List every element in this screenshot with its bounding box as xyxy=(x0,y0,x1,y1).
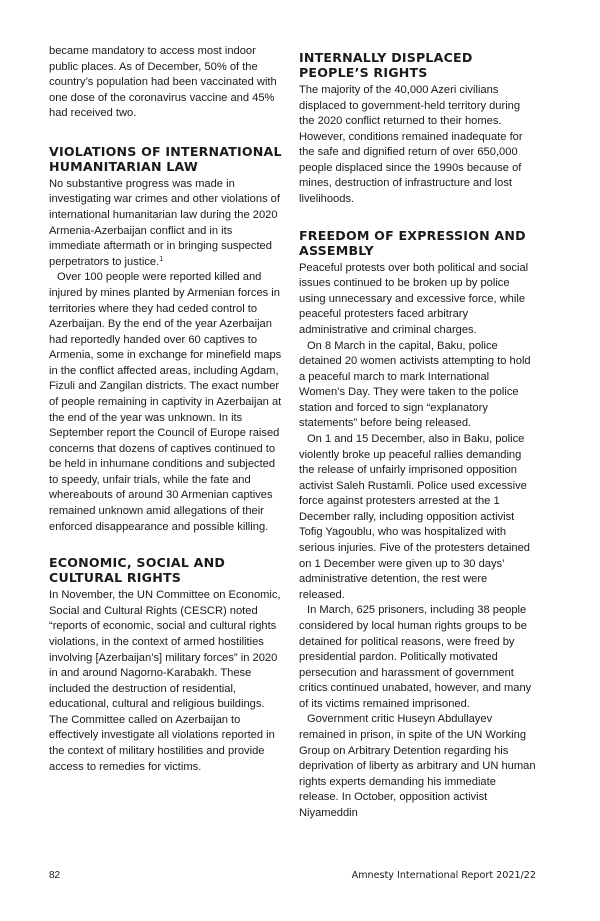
left-column xyxy=(49,44,284,775)
paragraph-ihl-progress-text: No substantive progress was made in investigating war crimes and other violations of international humanitarian law during the 2020 Armenia-Azerbaijan conflict and in its immediate aftermath or in bringing suspected perpetrators to justice. xyxy=(49,177,280,268)
heading-escr: ECONOMIC, SOCIAL AND CULTURAL RIGHTS xyxy=(49,555,226,586)
paragraph-ihl-progress xyxy=(49,177,284,270)
paragraph-escr-cescr: In November, the UN Committee on Economic, Social and Cultural Rights (CESCR) noted “reports of economic, social and cultural rights violations, in the context of armed hostilities involving [Azerbaijan’s] military forces” in 2020 in and around Nagorno-Karabakh. These included the destruction of residential, educational, cultural and religious buildings. The Committee called on Azerbaijan to effectively investigate all violations reported in the context of military hostilities and provide access to remedies for victims. xyxy=(49,589,281,773)
paragraph-abdullayev: Government critic Huseyn Abdullayev remained in prison, in spite of the UN Working Group on Arbitrary Detention regarding his deprivation of liberty as arbitrary and UN human rights experts demanding his immediate release. In October, opposition activist Niyameddin xyxy=(299,713,536,819)
paragraph-idp: The majority of the 40,000 Azeri civilians displaced to government-held territory during the 2020 conflict returned to their homes. However, conditions remained inadequate for the safe and dignified return of over 650,000 people displaced since the 1990s because of mines, destruction of infrastructure and lost livelihoods. xyxy=(299,84,523,206)
heading-freedom-expression-assembly: FREEDOM OF EXPRESSION AND ASSEMBLY xyxy=(299,227,526,258)
paragraph-protests: Peaceful protests over both political and social issues continued to be broken up by police using unnecessary and excessive force, while peaceful protesters faced arbitrary administrative and criminal charges. xyxy=(299,261,529,336)
footnote-reference: 1 xyxy=(159,255,164,263)
paragraph-womens-day: On 8 March in the capital, Baku, police detained 20 women activists attempting to hold a peaceful march to mark International Women’s Day. They were taken to the police station and forced to sign “explanatory statements” before being released. xyxy=(299,339,531,430)
paragraph-ihl-mines-captives: Over 100 people were reported killed and injured by mines planted by Armenian forces in territories where they had ceded control to Azerbaijan. By the end of the year Azerbaijan had reportedly handed over 60 captives to Armenia, some in exchange for minefield maps in the conflict affected areas, including Agdam, Fizuli and Zangilan districts. The exact number of people remaining in captivity in Azerbaijan at the end of the year was unknown. In its September report the Council of Europe raised concerns that dozens of captives continued to be held in inhumane conditions and subjected to speedy, unfair trials, while the fate and whereabouts of around 30 Armenian captives remained unknown amid allegations of their enforced disappearance and possible killing. xyxy=(49,271,282,533)
report-title: Amnesty International Report 2021/22 xyxy=(351,870,536,881)
paragraph-vaccination: became mandatory to access most indoor public places. As of December, 50% of the country’s population had been vaccinated with one dose of the coronavirus vaccine and 45% had received two. xyxy=(49,45,277,120)
heading-ihl-violations: VIOLATIONS OF INTERNATIONAL HUMANITARIAN LAW xyxy=(49,143,282,174)
paragraph-pardon: In March, 625 prisoners, including 38 people considered by local human rights groups to be detained for political reasons, were freed by presidential pardon. Politically motivated persecution and harassment of government critics continued unabated, however, and many of its victims remained imprisoned. xyxy=(299,604,532,710)
page-number: 82 xyxy=(49,870,61,881)
right-column xyxy=(299,44,536,821)
paragraph-december-rallies: On 1 and 15 December, also in Baku, police violently broke up peaceful rallies demanding the release of unfairly imprisoned opposition activist Saleh Rustamli. Police used excessive force against protesters arrested at the 1 December rally, including opposition activist Tofig Yagoublu, who was hospitalized with serious injuries. Five of the protesters detained on 1 December were given up to 30 days’ administrative detention, the rest were released. xyxy=(299,432,530,601)
heading-idp-rights: INTERNALLY DISPLACED PEOPLE’S RIGHTS xyxy=(299,50,473,80)
